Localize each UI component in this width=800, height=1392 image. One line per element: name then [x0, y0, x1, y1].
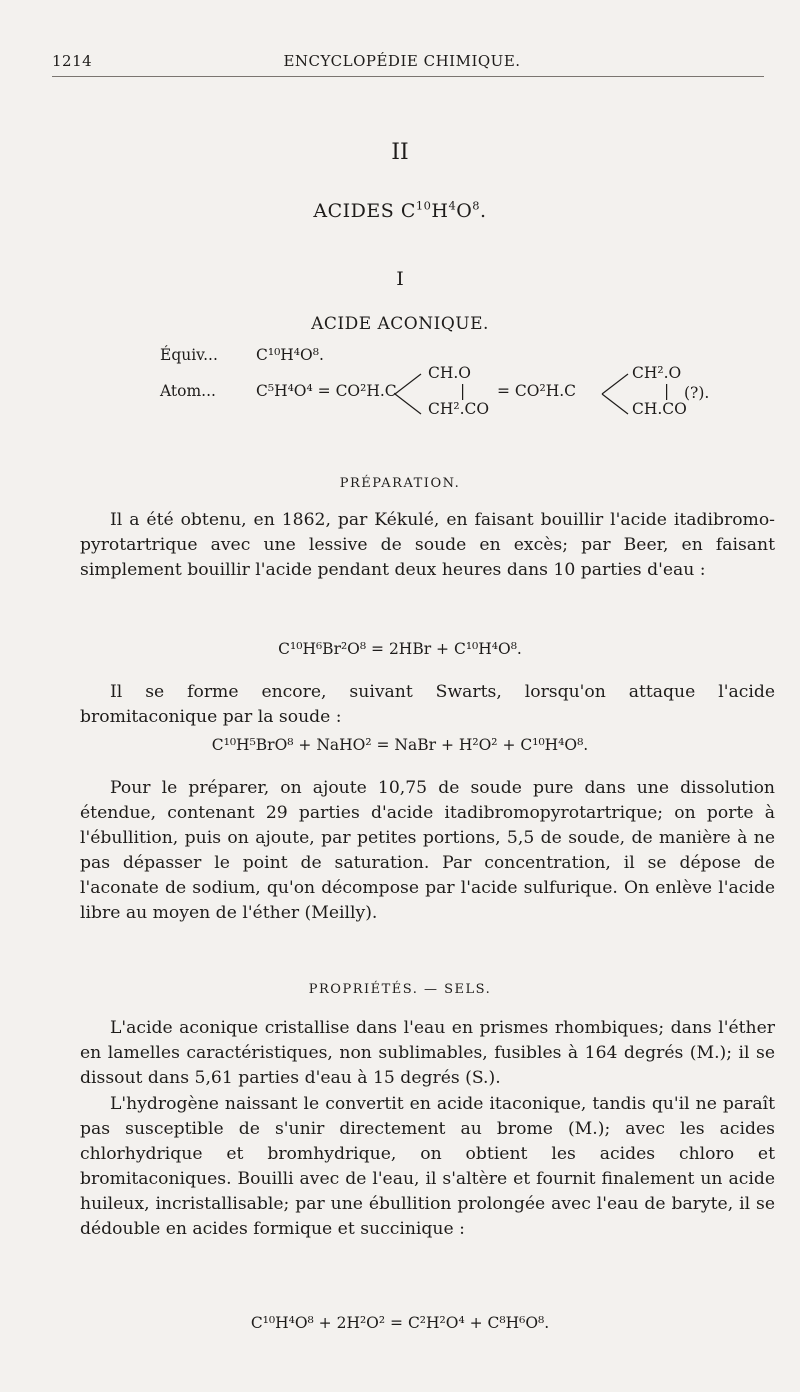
preparation-paragraph-1: Il a été obtenu, en 1862, par Kékulé, en faisant bouillir l'acide itadibromo-pyrotartrique avec une lessive de soude en excès; par Beer, en faisant simplement bouillir l'acide pendant deux heures dans 10 parties d'eau : [80, 510, 775, 580]
structure-bond-left: | [460, 382, 466, 400]
section-roman-numeral: II [391, 140, 409, 165]
section-title: ACIDES $C^{10}H^4O^8$. [313, 198, 487, 222]
preparation-paragraph-3: Pour le préparer, on ajoute 10,75 de soude pure dans une dissolution étendue, contenant 29 parties d'acide itadibromopyrotartrique; on porte à l'ébullition, puis on ajoute, par petites portions, 5,5 de soude, de manière à ne pas dépasser le point de saturation. Par concentration, il se dépose de l'aconate de sodium, qu'on décompose par l'acide sulfurique. On enlève l'acide libre au moyen de l'éther (Meilly). [80, 778, 775, 923]
atom-label: Atom... [160, 382, 216, 400]
subsection-roman-numeral: I [396, 268, 404, 290]
structure-bracket-right [600, 366, 632, 422]
structure-bracket-left [393, 366, 425, 422]
structure-upper-left: CH.O [428, 364, 472, 382]
atom-formula-left: C⁵H⁴O⁴ = CO²H.C [256, 382, 397, 400]
structure-lower-right: CH.CO [632, 400, 687, 418]
header-rule [52, 76, 764, 77]
preparation-heading: PRÉPARATION. [339, 476, 461, 491]
equiv-label: Équiv... [160, 346, 218, 364]
preparation-equation-1: C¹⁰H⁶Br²O⁸ = 2HBr + C¹⁰H⁴O⁸. [278, 640, 522, 658]
properties-equation-3: C¹⁰H⁴O⁸ + 2H²O² = C²H²O⁴ + C⁸H⁶O⁸. [250, 1314, 550, 1332]
structure-upper-right: CH².O [632, 364, 682, 382]
structure-lower-left: CH².CO [428, 400, 490, 418]
running-title: ENCYCLOPÉDIE CHIMIQUE. [283, 52, 521, 70]
structure-bond-right: | [664, 382, 670, 400]
structure-uncertain-note: (?). [684, 384, 710, 402]
properties-paragraph-2: L'hydrogène naissant le convertit en acide itaconique, tandis qu'il ne paraît pas susceptible de s'unir directement au brome (M.); avec les acides chlorhydrique et bromhydrique, on obtient les acides chloro et bromitaconiques. Bouilli avec de l'eau, il s'altère et fournit finalement un acide huileux, incristallisable; par une ébullition prolongée avec l'eau de baryte, il se dédouble en acides formique et succinique : [80, 1094, 775, 1239]
page-number: 1214 [52, 52, 93, 70]
properties-heading: PROPRIÉTÉS. — SELS. [308, 982, 492, 997]
properties-paragraph-1: L'acide aconique cristallise dans l'eau en prismes rhombiques; dans l'éther en lamelles caractéristiques, non sublimables, fusibles à 164 degrés (M.); il se dissout dans 5,61 parties d'eau à 15 degrés (S.). [80, 1018, 775, 1088]
equiv-formula: C¹⁰H⁴O⁸. [256, 346, 324, 364]
preparation-paragraph-2: Il se forme encore, suivant Swarts, lorsqu'on attaque l'acide bromitaconique par la soude : [80, 682, 775, 727]
preparation-equation-2: C¹⁰H⁵BrO⁸ + NaHO² = NaBr + H²O² + C¹⁰H⁴O⁸. [211, 736, 589, 754]
subsection-title: ACIDE ACONIQUE. [311, 314, 489, 334]
atom-formula-middle: = CO²H.C [497, 382, 576, 400]
